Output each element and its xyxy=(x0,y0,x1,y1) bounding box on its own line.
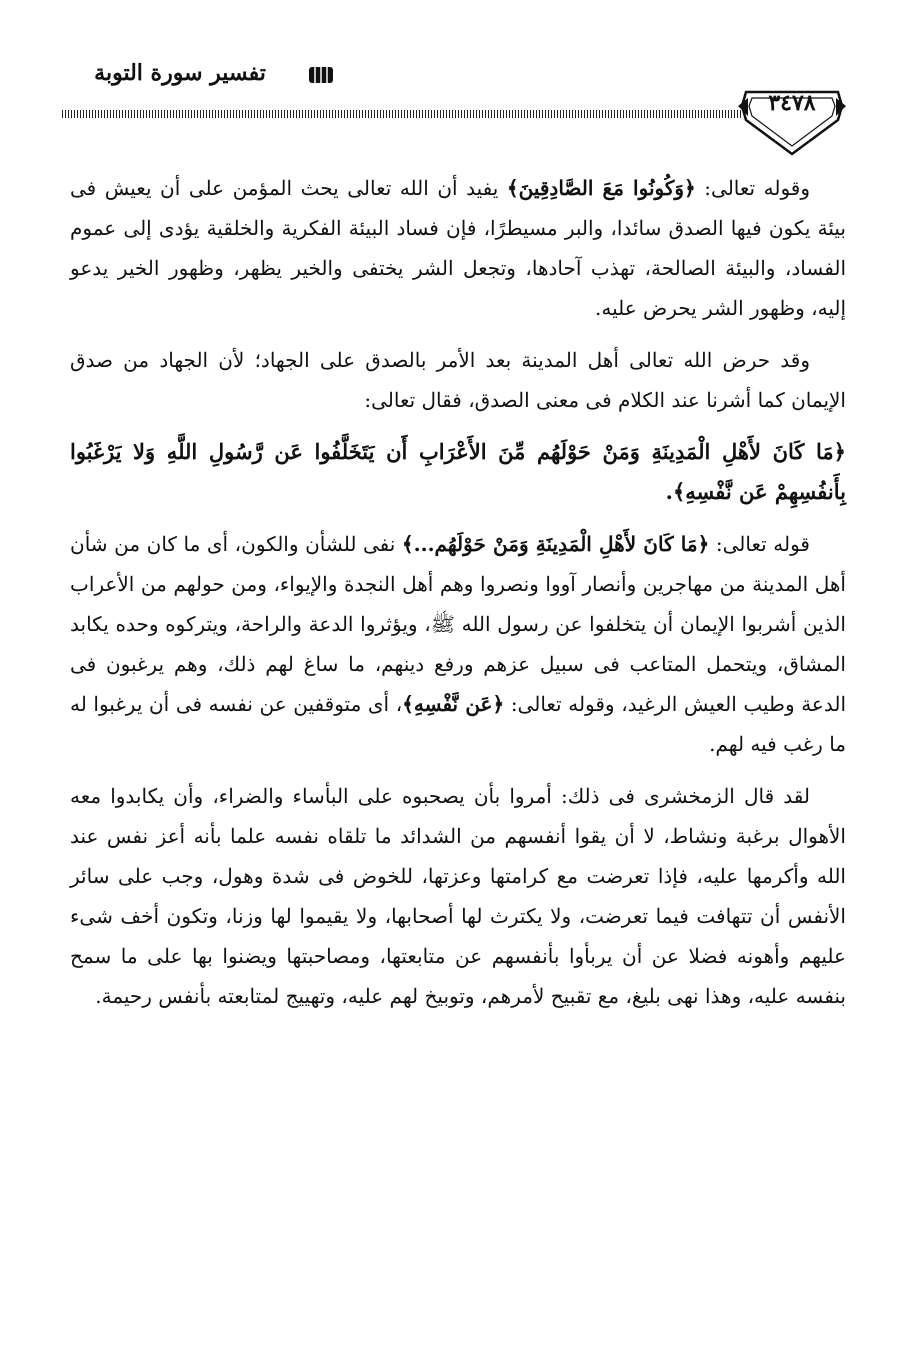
page-number: ٣٤٧٨ xyxy=(768,90,816,116)
ornament-icon xyxy=(306,62,336,88)
header-rule xyxy=(62,110,742,118)
paragraph-3-text: نفى للشأن والكون، أى ما كان من شأن أهل المدينة من مهاجرين وأنصار آووا ونصروا وهم أهل النجدة والإيواء، ومن حولهم من الأعراب الذين أشربوا الإيمان أن يتخلفوا عن رسول الله ﷺ، ويؤثروا الدعة والراحة، ويتركوه وحده يكابد المشاق، ويتحمل المتاعب فى سبيل عزهم ورفع دينهم، ما ساغ لهم ذلك، وهم يرغبون فى الدعة وطيب العيش الرغيد، وقوله تعالى: xyxy=(70,532,847,716)
quranic-quote: ﴿وَكُونُوا مَعَ الصَّادِقِينَ﴾ xyxy=(506,176,696,200)
paragraph-3 xyxy=(70,524,846,764)
quranic-quote: ﴿مَا كَانَ لأَهْلِ الْمَدِينَةِ وَمَنْ حَوْلَهُم...﴾ xyxy=(401,532,710,556)
paragraph-3-tail: ، أى متوقفين عن نفسه فى أن يرغبوا له ما رغب فيه لهم. xyxy=(70,692,846,756)
page-body xyxy=(70,168,846,1028)
paragraph-1-lead: وقوله تعالى: xyxy=(695,176,810,200)
paragraph-1 xyxy=(70,168,846,328)
page-header xyxy=(0,0,917,165)
quranic-verse: ﴿مَا كَانَ لأَهْلِ الْمَدِينَةِ وَمَنْ حَوْلَهُم مِّنَ الأَعْرَابِ أَن يَتَخَلَّفُوا عَن رَّسُولِ اللَّهِ وَلا يَرْغَبُوا بِأَنفُسِهِمْ عَن نَّفْسِهِ﴾. xyxy=(70,439,846,504)
paragraph-3-lead: قوله تعالى: xyxy=(709,532,810,556)
running-title: تفسير سورة التوبة xyxy=(94,60,266,86)
paragraph-2: وقد حرض الله تعالى أهل المدينة بعد الأمر بالصدق على الجهاد؛ لأن الجهاد من صدق الإيمان كما أشرنا عند الكلام فى معنى الصدق، فقال تعالى: xyxy=(70,348,846,412)
paragraph-4: لقد قال الزمخشرى فى ذلك: أمروا بأن يصحبوه على البأساء والضراء، وأن يكابدوا معه الأهوال برغبة ونشاط، لا أن يقوا أنفسهم من الشدائد ما تلقاه نفسه علما بأنه أعز نفس عند الله وأكرمها عليه، فإذا تعرضت مع كرامتها وعزتها، للخوض فى شدة وهول، وجب على سائر الأنفس أن تتهافت فيما تعرضت، ولا يكترث لها أصحابها، ولا يقيموا لها وزنا، وتكون أخف شىء عليهم وأهونه فضلا عن أن يربأوا بأنفسهم عن متابعتها، ومصاحبتها ويضنوا بها على ما سمح بنفسه عليه، وهذا نهى بليغ، مع تقبيح لأمرهم، وتوبيخ لهم عليه، وتهييج لمتابعته بأنفس رحيمة. xyxy=(70,784,846,1008)
paragraph-1-text: يفيد أن الله تعالى يحث المؤمن على أن يعيش فى بيئة يكون فيها الصدق سائدا، والبر مسيطرًا، فإن فساد البيئة الفكرية والخلقية يؤدى إلى عموم الفساد، والبيئة الصالحة، تهذب آحادها، وتجعل الشر يختفى والخير يظهر، وظهور الخير يدعو إليه، وظهور الشر يحرض عليه. xyxy=(70,176,846,320)
quranic-quote: ﴿عَن نَّفْسِهِ﴾ xyxy=(402,692,505,716)
